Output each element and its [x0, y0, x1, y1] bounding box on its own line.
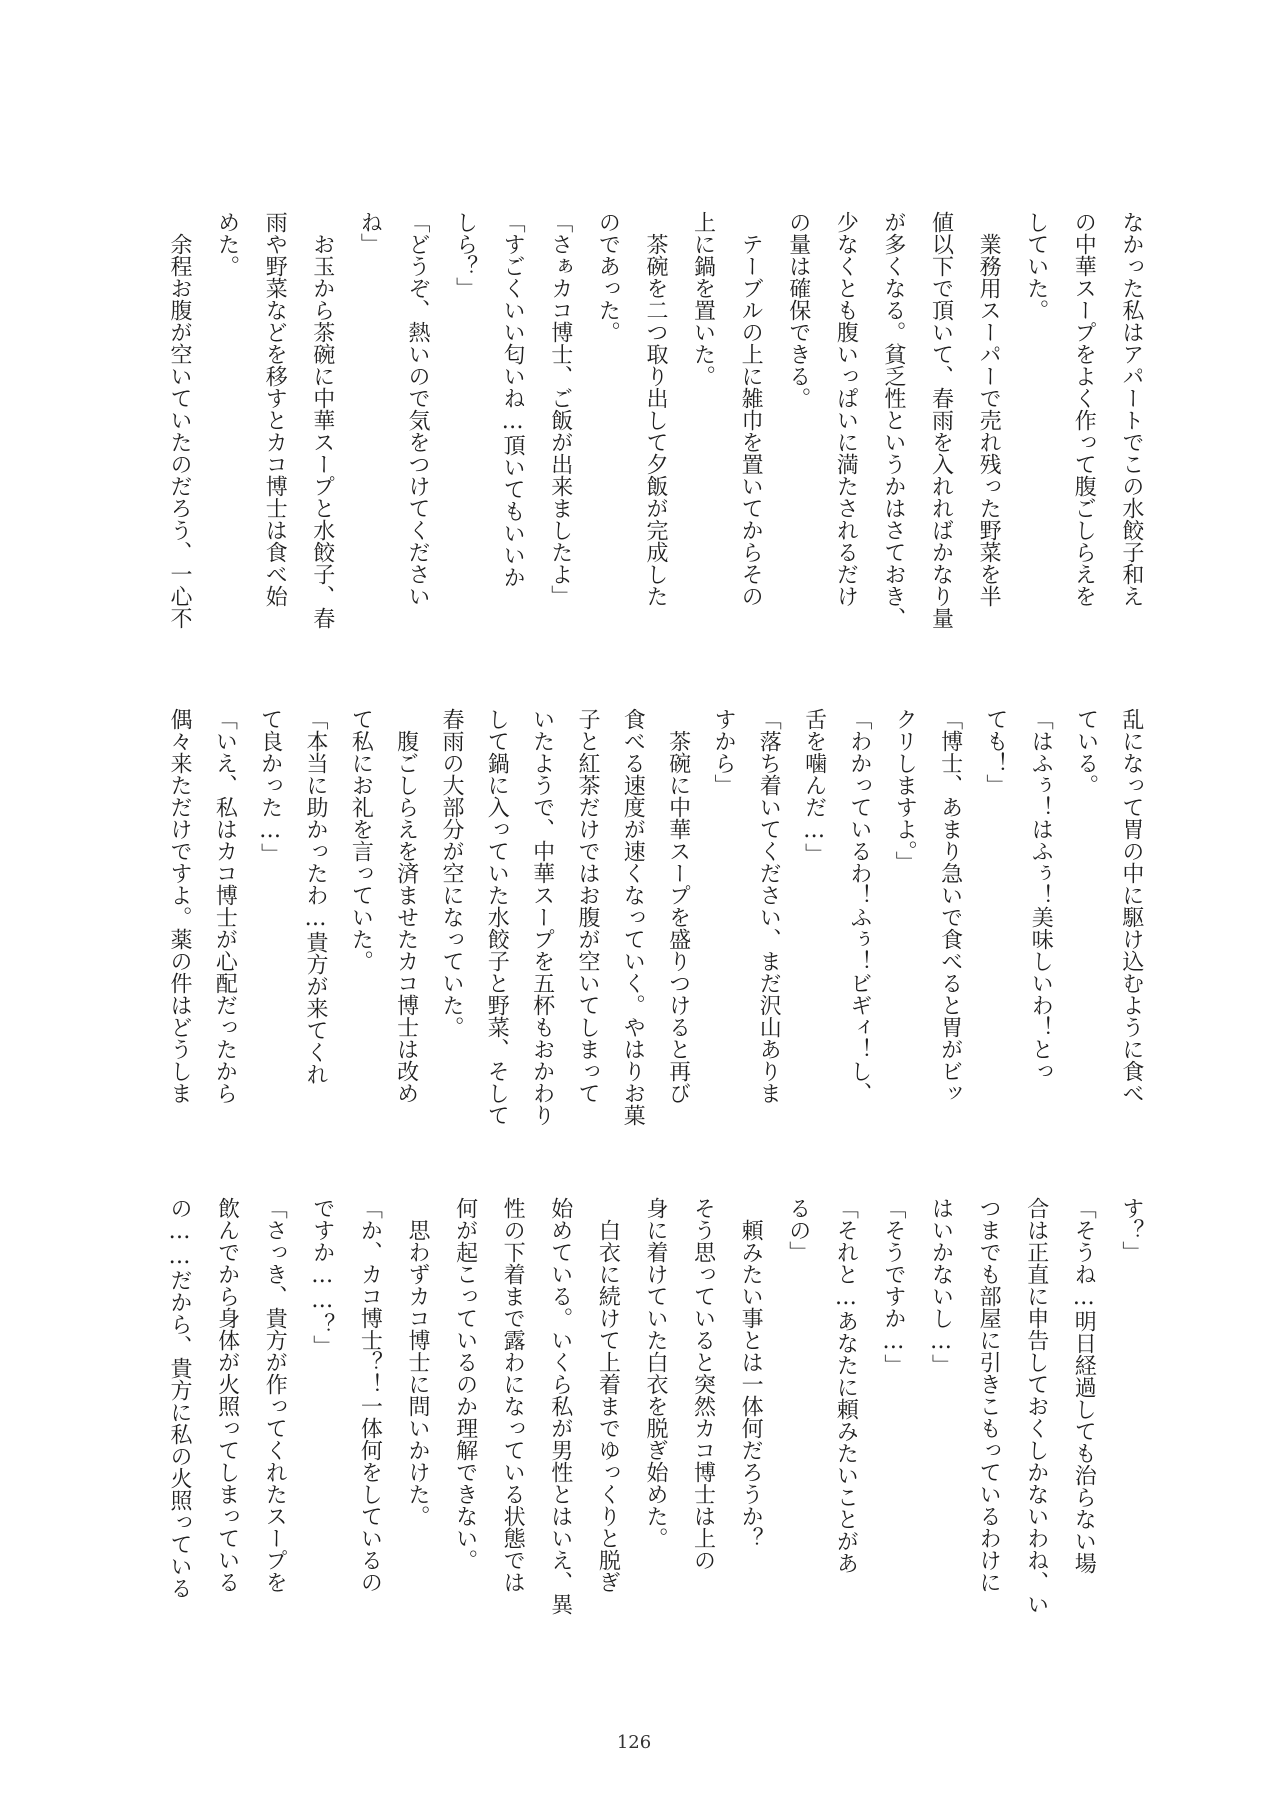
text-line: 「どうぞ、熱いので気をつけてください — [404, 211, 430, 607]
text-line: 「博士、あまり急いで食べると胃がビッ — [937, 708, 963, 1104]
text-line: いたようで、中華スープを五杯もおかわり — [529, 708, 555, 1126]
text-line: の中華スープをよく作って腹ごしらえを — [1071, 211, 1097, 607]
text-line: 業務用スーパーで売れ残った野菜を半 — [976, 211, 1002, 607]
text-line: 飲んでから身体が火照ってしまっている — [214, 1197, 240, 1593]
text-line: るの」 — [785, 1197, 811, 1263]
text-line: 「いえ、私はカコ博士が心配だったから — [212, 708, 238, 1104]
text-line: 合は正直に申告しておくしかないわね、い — [1023, 1197, 1049, 1615]
text-line: 「落ち着いてください、まだ沢山ありま — [756, 708, 782, 1104]
text-line: していた。 — [1023, 211, 1049, 321]
text-line: 身に着けていた白衣を脱ぎ始めた。 — [642, 1197, 668, 1549]
page-number: 126 — [616, 1732, 652, 1753]
text-line: すから」 — [710, 708, 736, 796]
text-line: ですか……？」 — [309, 1197, 335, 1357]
text-line: ね」 — [357, 211, 383, 255]
text-line: 「か、カコ博士？！一体何をしているの — [357, 1197, 383, 1593]
text-line: 余程お腹が空いていたのだろう、一心不 — [167, 211, 192, 629]
text-line: 頼みたい事とは一体何だろうか？ — [738, 1197, 764, 1549]
text-line: 値以下で頂いて、春雨を入れればかなり量 — [928, 211, 954, 629]
text-line: 「わかっているわ！ふぅ！ビギィ！し、 — [846, 708, 872, 1104]
text-line: 「そうですか…」 — [880, 1197, 906, 1376]
text-line: して鍋に入っていた水餃子と野菜、そして — [484, 708, 510, 1126]
text-line: 何が起こっているのか理解できない。 — [452, 1197, 478, 1571]
text-line: 「すごくいい匂いね…頂いてもいいか — [500, 211, 526, 588]
text-line: 「本当に助かったわ…貴方が来てくれ — [302, 708, 328, 1085]
text-line: クリしますよ。」 — [892, 708, 918, 873]
text-line: 「そうね…明日経過しても治らない場 — [1071, 1197, 1097, 1574]
text-line: て良かった…」 — [257, 708, 283, 865]
text-line: 上に鍋を置いた。 — [690, 211, 716, 387]
text-block-bottom — [167, 1197, 1143, 1627]
text-line: 「さっき、貴方が作ってくれたスープを — [262, 1197, 288, 1593]
text-line: 春雨の大部分が空になっていた。 — [438, 708, 464, 1038]
text-line: しら？」 — [452, 211, 478, 299]
text-line: 舌を噛んだ…」 — [801, 708, 827, 865]
text-line: 「さぁカコ博士、ご飯が出来ましたよ」 — [547, 211, 573, 607]
text-line: 茶碗に中華スープを盛りつけると再び — [665, 708, 691, 1104]
text-line: ても！」 — [982, 708, 1008, 796]
text-line: 腹ごしらえを済ませたカコ博士は改め — [393, 708, 419, 1104]
text-line: 始めている。いくら私が男性とはいえ、異 — [547, 1197, 573, 1615]
text-line: 乱になって胃の中に駆け込むように食べ — [1118, 708, 1144, 1104]
text-line: ている。 — [1073, 708, 1099, 796]
text-line: 性の下着まで露わになっている状態では — [500, 1197, 526, 1593]
text-line: 「はふぅ！はふぅ！美味しいわ！とっ — [1028, 708, 1054, 1082]
text-line: はいかないし…」 — [928, 1197, 954, 1376]
text-line: の量は確保できる。 — [785, 211, 811, 409]
text-line: 「それと…あなたに頼みたいことがあ — [833, 1197, 859, 1574]
text-line: 白衣に続けて上着までゆっくりと脱ぎ — [595, 1197, 621, 1593]
text-line: て私にお礼を言っていた。 — [348, 708, 374, 972]
text-line: めた。 — [214, 211, 240, 277]
text-line: 食べる速度が速くなっていく。やはりお菓 — [620, 708, 646, 1126]
text-block-top — [167, 211, 1143, 641]
text-line: 少なくとも腹いっぱいに満たされるだけ — [833, 211, 859, 607]
text-line: 偶々来ただけですよ。薬の件はどうしま — [167, 708, 192, 1104]
text-line: のであった。 — [595, 211, 621, 343]
text-line: つまでも部屋に引きこもっているわけに — [976, 1197, 1002, 1593]
text-line: お玉から茶碗に中華スープと水餃子、春 — [309, 211, 335, 629]
text-line: の……だから、貴方に私の火照っている — [167, 1197, 192, 1599]
text-line: が多くなる。貧乏性というかはさておき、 — [880, 211, 906, 629]
text-block-middle — [167, 708, 1143, 1138]
text-line: そう思っていると突然カコ博士は上の — [690, 1197, 716, 1571]
text-line: 茶碗を二つ取り出して夕飯が完成した — [642, 211, 668, 607]
text-line: 雨や野菜などを移すとカコ博士は食べ始 — [262, 211, 288, 607]
text-line: 子と紅茶だけではお腹が空いてしまって — [574, 708, 600, 1104]
text-line: テーブルの上に雑巾を置いてからその — [738, 211, 764, 607]
text-line: 思わずカコ博士に問いかけた。 — [404, 1197, 430, 1527]
text-line: す？」 — [1118, 1197, 1144, 1263]
text-line: なかった私はアパートでこの水餃子和え — [1118, 211, 1144, 607]
